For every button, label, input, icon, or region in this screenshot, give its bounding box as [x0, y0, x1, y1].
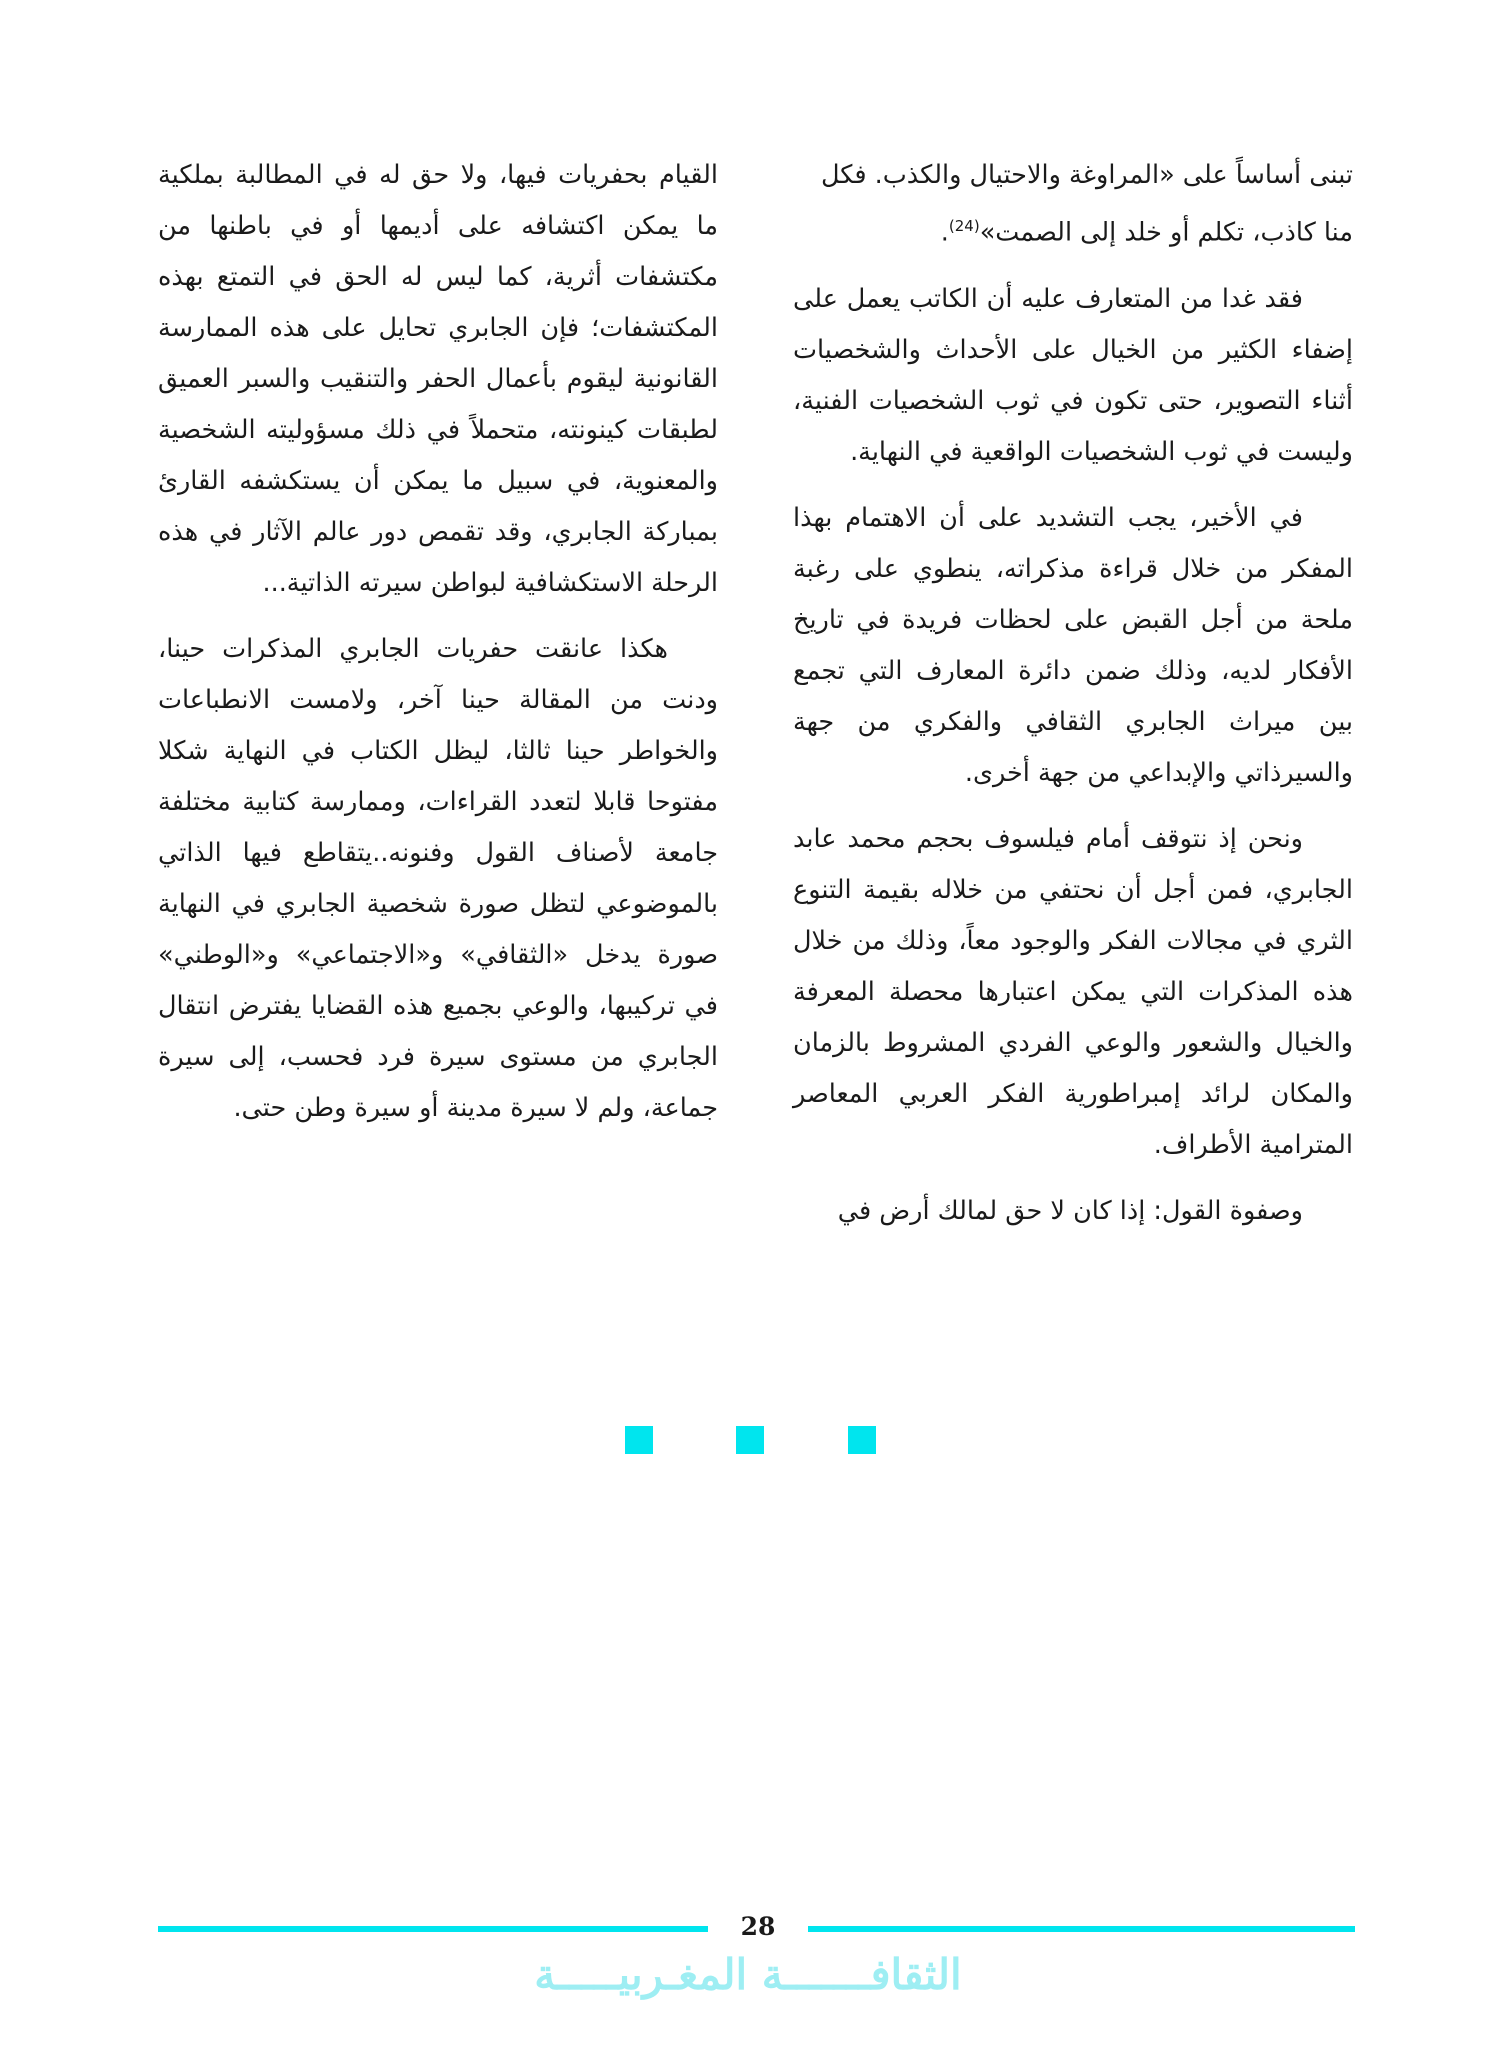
paragraph: ونحن إذ نتوقف أمام فيلسوف بحجم محمد عابد الجابري، فمن أجل أن نحتفي من خلاله بقيمة التنوع الثري في مجالات الفكر والوجود معاً، وذلك من خلال هذه المذكرات التي يمكن اعتبارها محصلة المعرفة والخيال والشعور والوعي الفردي المشروط بالزمان والمكان لرائد إمبراطورية الفكر العربي المعاصر المترامية الأطراف. [793, 823, 1353, 1160]
footer-rule-right [808, 1926, 1355, 1932]
sentence-end: . [940, 217, 949, 248]
paragraph-continuation [793, 150, 1353, 259]
paragraph: فقد غدا من المتعارف عليه أن الكاتب يعمل على إضفاء الكثير من الخيال على الأحداث والشخصيات أثناء التصوير، حتى تكون في ثوب الشخصيات الفنية، وليست في ثوب الشخصيات الواقعية في النهاية. [793, 283, 1353, 467]
paragraph-line: تبنى أساساً على «المراوغة والاحتيال والكذب. فكل [820, 160, 1353, 190]
paragraph-line: منا كاذب، تكلم أو خلد إلى الصمت» [979, 217, 1353, 248]
article-column-left [158, 150, 718, 1149]
ornament-square [736, 1426, 764, 1454]
paragraph: القيام بحفريات فيها، ولا حق له في المطالبة بملكية ما يمكن اكتشافه على أديمها أو في باطنها من مكتشفات أثرية، كما ليس له الحق في التمتع بهذه المكتشفات؛ فإن الجابري تحايل على هذه الممارسة القانونية ليقوم بأعمال الحفر والتنقيب والسبر العميق لطبقات كينونته، متحملاً في ذلك مسؤوليته الشخصية والمعنوية، في سبيل ما يمكن أن يستكشفه القارئ بمباركة الجابري، وقد تقمص دور عالم الآثار في هذه الرحلة الاستكشافية لبواطن سيرته الذاتية... [158, 160, 718, 598]
footer-rule-left [158, 1926, 708, 1932]
paragraph: وصفوة القول: إذا كان لا حق لمالك أرض في [837, 1195, 1303, 1226]
magazine-title: الثقافـــــــة المغـربيـــــة [534, 1950, 962, 1999]
paragraph: في الأخير، يجب التشديد على أن الاهتمام بهذا المفكر من خلال قراءة مذكراته، ينطوي على رغبة ملحة من أجل القبض على لحظات فريدة في تاريخ الأفكار لديه، وذلك ضمن دائرة المعارف التي تجمع بين ميراث الجابري الثقافي والفكري من جهة والسيرذاتي والإبداعي من جهة أخرى. [793, 502, 1353, 788]
paragraph: هكذا عانقت حفريات الجابري المذكرات حينا، ودنت من المقالة حينا آخر، ولامست الانطباعات والخواطر حينا ثالثا، ليظل الكتاب في النهاية شكلا مفتوحا قابلا لتعدد القراءات، وممارسة كتابية مختلفة جامعة لأصناف القول وفنونه..يتقاطع فيها الذاتي بالموضوعي لتظل صورة شخصية الجابري في النهاية صورة يدخل «الثقافي» و«الاجتماعي» و«الوطني» في تركيبها، والوعي بجميع هذه القضايا يفترض انتقال الجابري من مستوى سيرة فرد فحسب، إلى سيرة جماعة، ولم لا سيرة مدينة أو سيرة وطن حتى. [158, 634, 718, 1123]
ornament-square [625, 1426, 653, 1454]
article-column-right [793, 150, 1353, 1252]
footnote-marker: (24) [948, 217, 980, 235]
section-end-ornament [0, 1426, 1497, 1454]
ornament-square [848, 1426, 876, 1454]
page-number: 28 [740, 1912, 776, 1941]
